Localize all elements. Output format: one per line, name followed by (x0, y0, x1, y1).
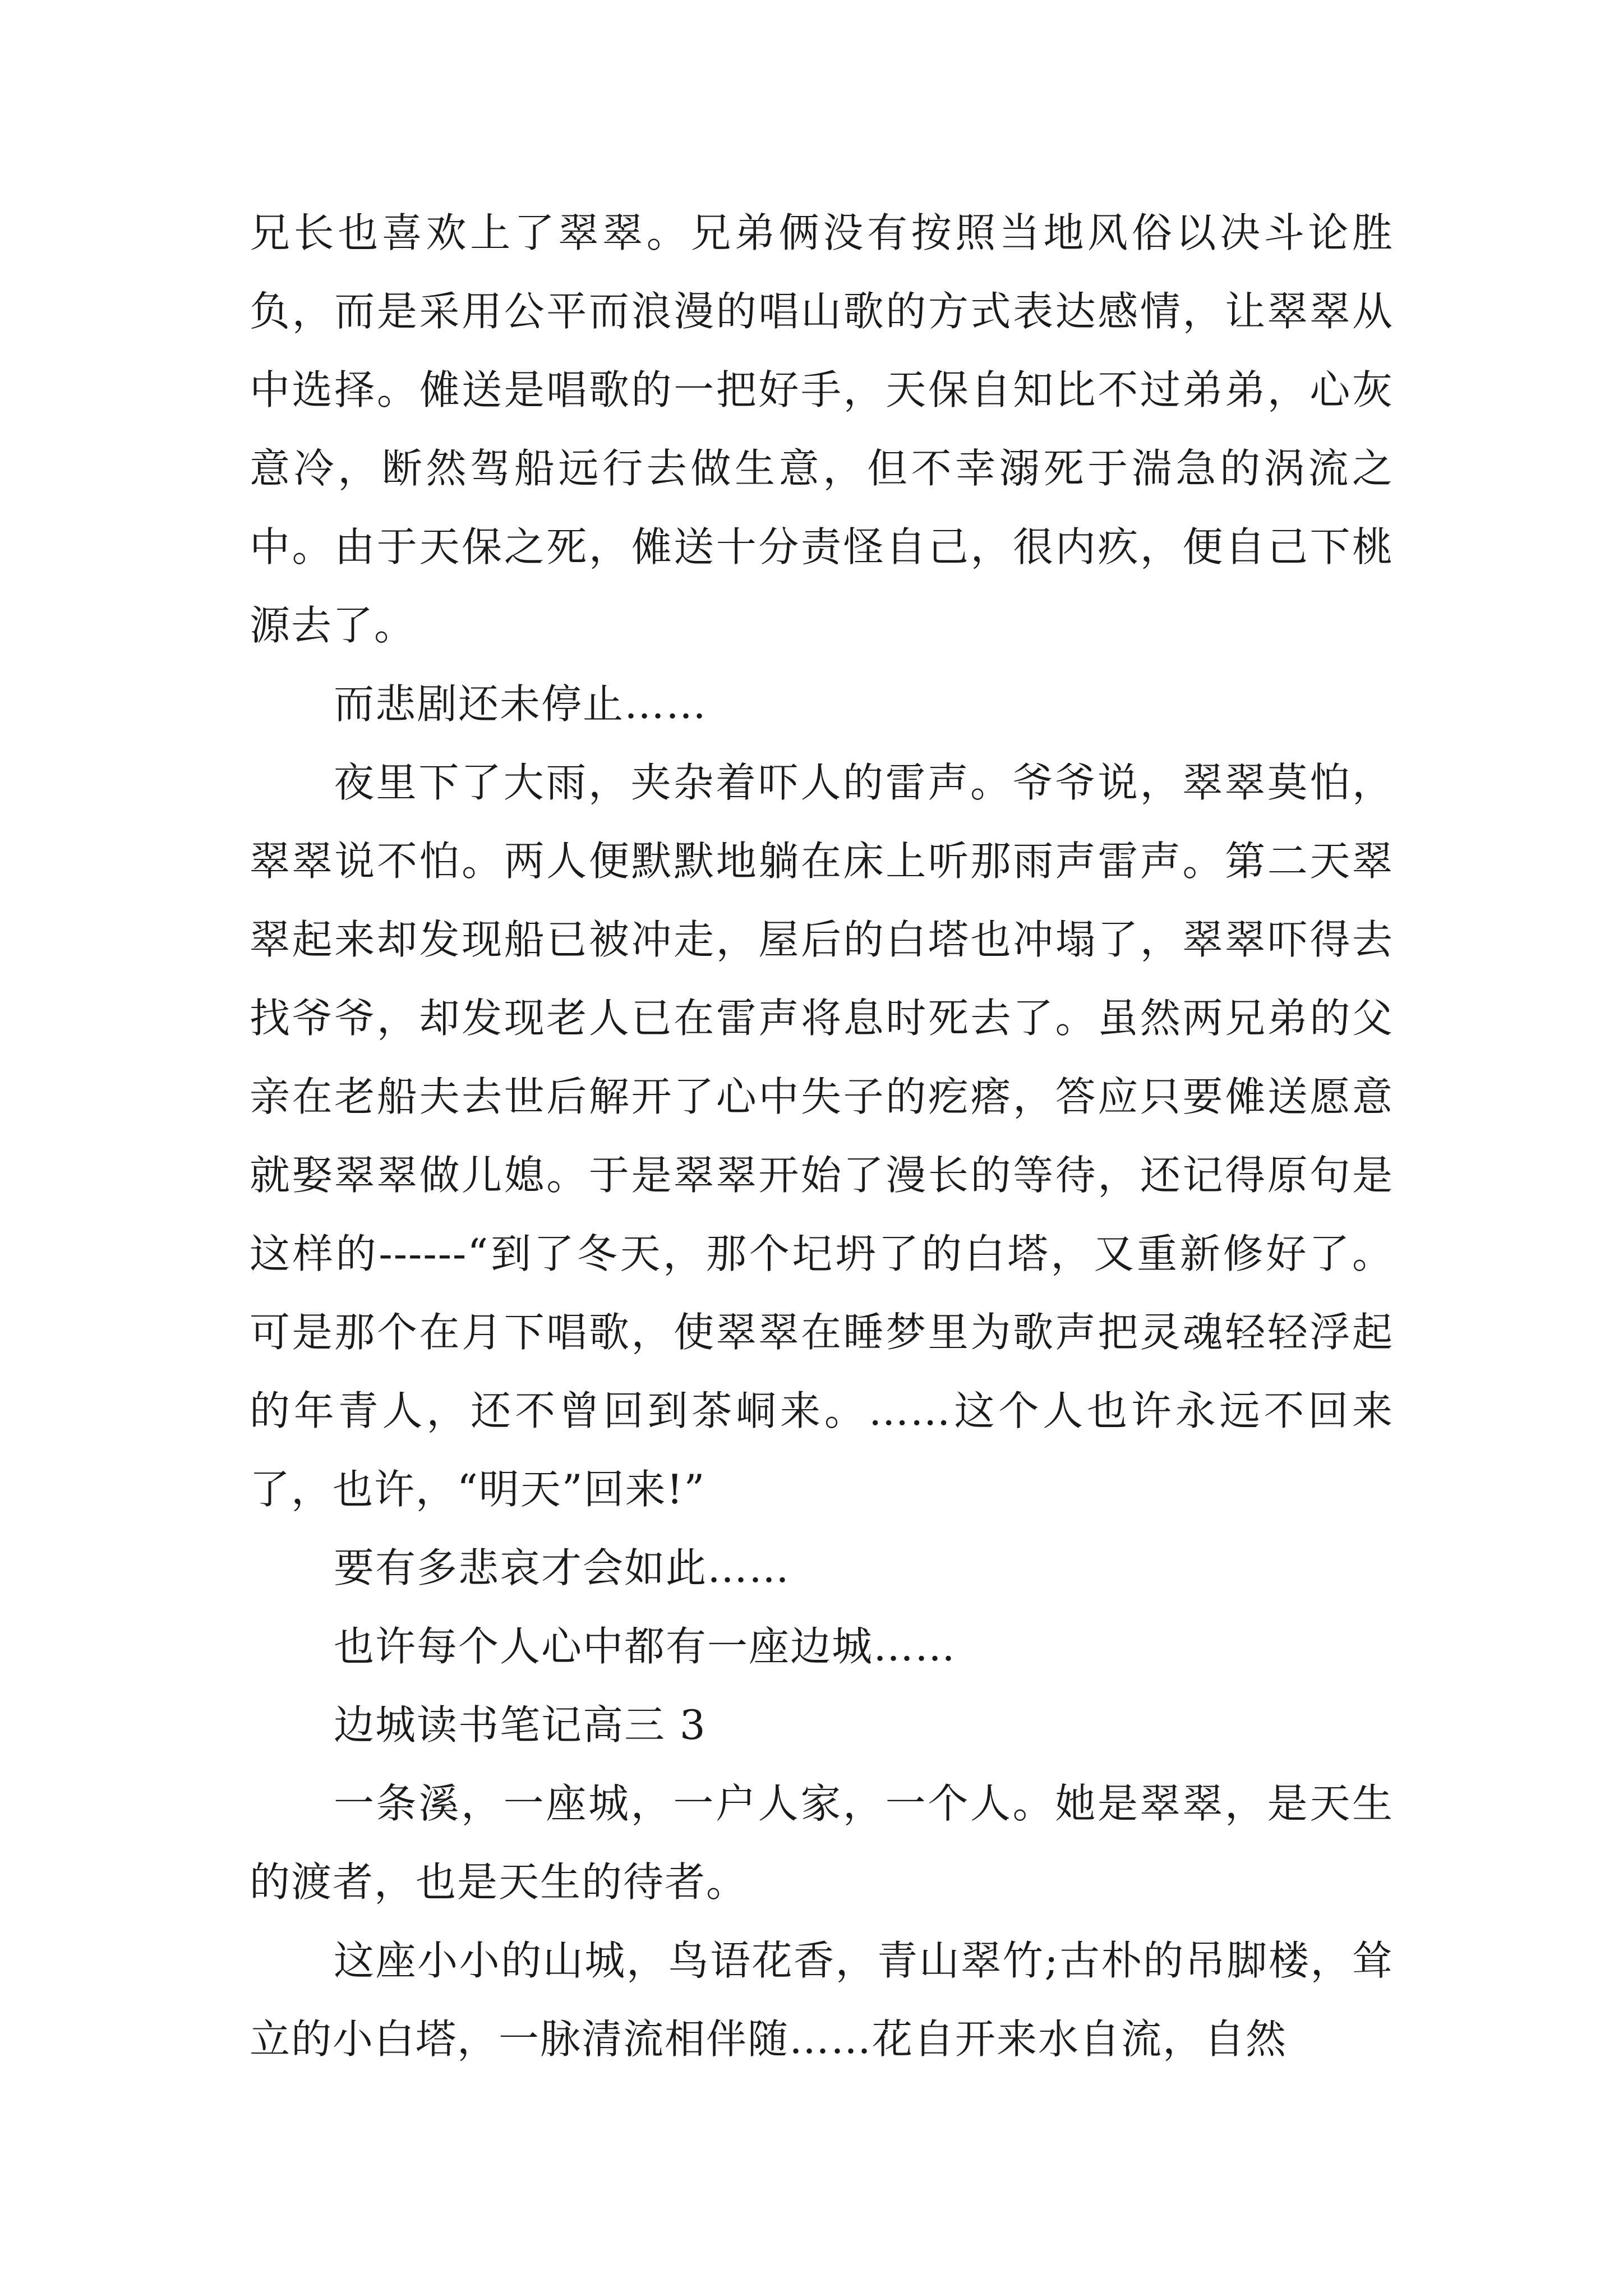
section-heading: 边城读书笔记高三 3 (334, 1701, 707, 1749)
paragraph-2: 而悲剧还未停止…… (334, 680, 708, 728)
paragraph-6: 一条溪，一座城，一户人家，一个人。她是翠翠，是天生的渡者，也是天生的待者。 (250, 1780, 1394, 1906)
document-body (250, 194, 1394, 2078)
paragraph-3: 夜里下了大雨，夹杂着吓人的雷声。爷爷说，翠翠莫怕，翠翠说不怕。两人便默默地躺在床上听那雨声雷声。第二天翠翠起来却发现船已被冲走，屋后的白塔也冲塌了，翠翠吓得去找爷爷，却发现老人已在雷声将息时死去了。虽然两兄弟的父亲在老船夫去世后解开了心中失子的疙瘩，答应只要傩送愿意就娶翠翠做儿媳。于是翠翠开始了漫长的等待，还记得原句是这样的------“到了冬天，那个圮坍了的白塔，又重新修好了。可是那个在月下唱歌，使翠翠在睡梦里为歌声把灵魂轻轻浮起的年青人，还不曾回到茶峒来。……这个人也许永远不回来了，也许，“明天”回来!” (250, 759, 1394, 1513)
paragraph-5: 也许每个人心中都有一座边城…… (334, 1623, 957, 1670)
paragraph-1: 兄长也喜欢上了翠翠。兄弟俩没有按照当地风俗以决斗论胜负，而是采用公平而浪漫的唱山歌的方式表达感情，让翠翠从中选择。傩送是唱歌的一把好手，天保自知比不过弟弟，心灰意冷，断然驾船远行去做生意，但不幸溺死于湍急的涡流之中。由于天保之死，傩送十分责怪自己，很内疚，便自己下桃源去了。 (250, 209, 1394, 649)
paragraph-7: 这座小小的山城，鸟语花香，青山翠竹;古朴的吊脚楼，耸立的小白塔，一脉清流相伴随……花自开来水自流，自然 (250, 1937, 1394, 2063)
paragraph-4: 要有多悲哀才会如此…… (334, 1544, 791, 1591)
